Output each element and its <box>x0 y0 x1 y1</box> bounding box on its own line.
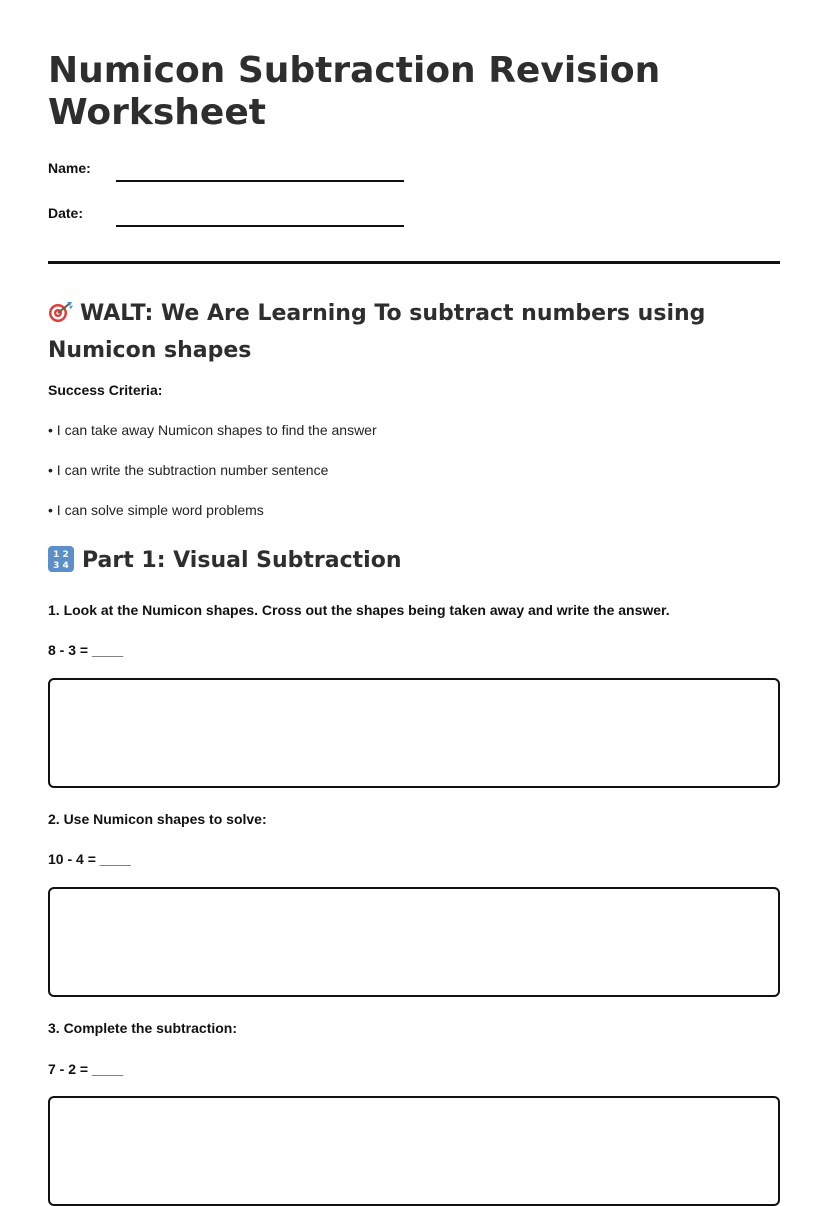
part1-heading-text: Part 1: Visual Subtraction <box>82 548 402 573</box>
input-numbers-icon <box>48 546 74 572</box>
criteria-item: • I can write the subtraction number sentence <box>48 462 329 478</box>
name-field[interactable] <box>48 160 408 190</box>
name-label: Name: <box>48 160 91 176</box>
walt-heading-text: WALT: We Are Learning To subtract numbers using Numicon shapes <box>48 301 706 363</box>
part1-heading <box>48 542 780 579</box>
question-2-sum: 10 - 4 = ____ <box>48 851 131 867</box>
date-field[interactable] <box>48 205 408 235</box>
name-answer-line[interactable] <box>116 180 404 182</box>
question-1-answer-box[interactable] <box>48 678 780 788</box>
svg-text:3 4: 3 4 <box>53 561 69 571</box>
page-title: Numicon Subtraction Revision Worksheet <box>48 50 661 133</box>
criteria-item: • I can take away Numicon shapes to find the answer <box>48 422 377 438</box>
question-1-prompt: 1. Look at the Numicon shapes. Cross out the shapes being taken away and write the answer. <box>48 602 670 618</box>
date-label: Date: <box>48 205 84 221</box>
question-2-answer-box[interactable] <box>48 887 780 997</box>
question-1-sum: 8 - 3 = ____ <box>48 642 124 658</box>
question-3-answer-box[interactable] <box>48 1096 780 1206</box>
question-2-prompt: 2. Use Numicon shapes to solve: <box>48 811 267 827</box>
criteria-item: • I can solve simple word problems <box>48 502 264 518</box>
dart-target-icon <box>48 298 74 320</box>
question-3-prompt: 3. Complete the subtraction: <box>48 1020 238 1036</box>
walt-heading <box>48 295 780 369</box>
header-divider <box>48 261 780 264</box>
question-3-sum: 7 - 2 = ____ <box>48 1061 124 1077</box>
svg-text:1 2: 1 2 <box>53 550 69 560</box>
success-criteria-label: Success Criteria: <box>48 382 163 398</box>
date-answer-line[interactable] <box>116 225 404 227</box>
